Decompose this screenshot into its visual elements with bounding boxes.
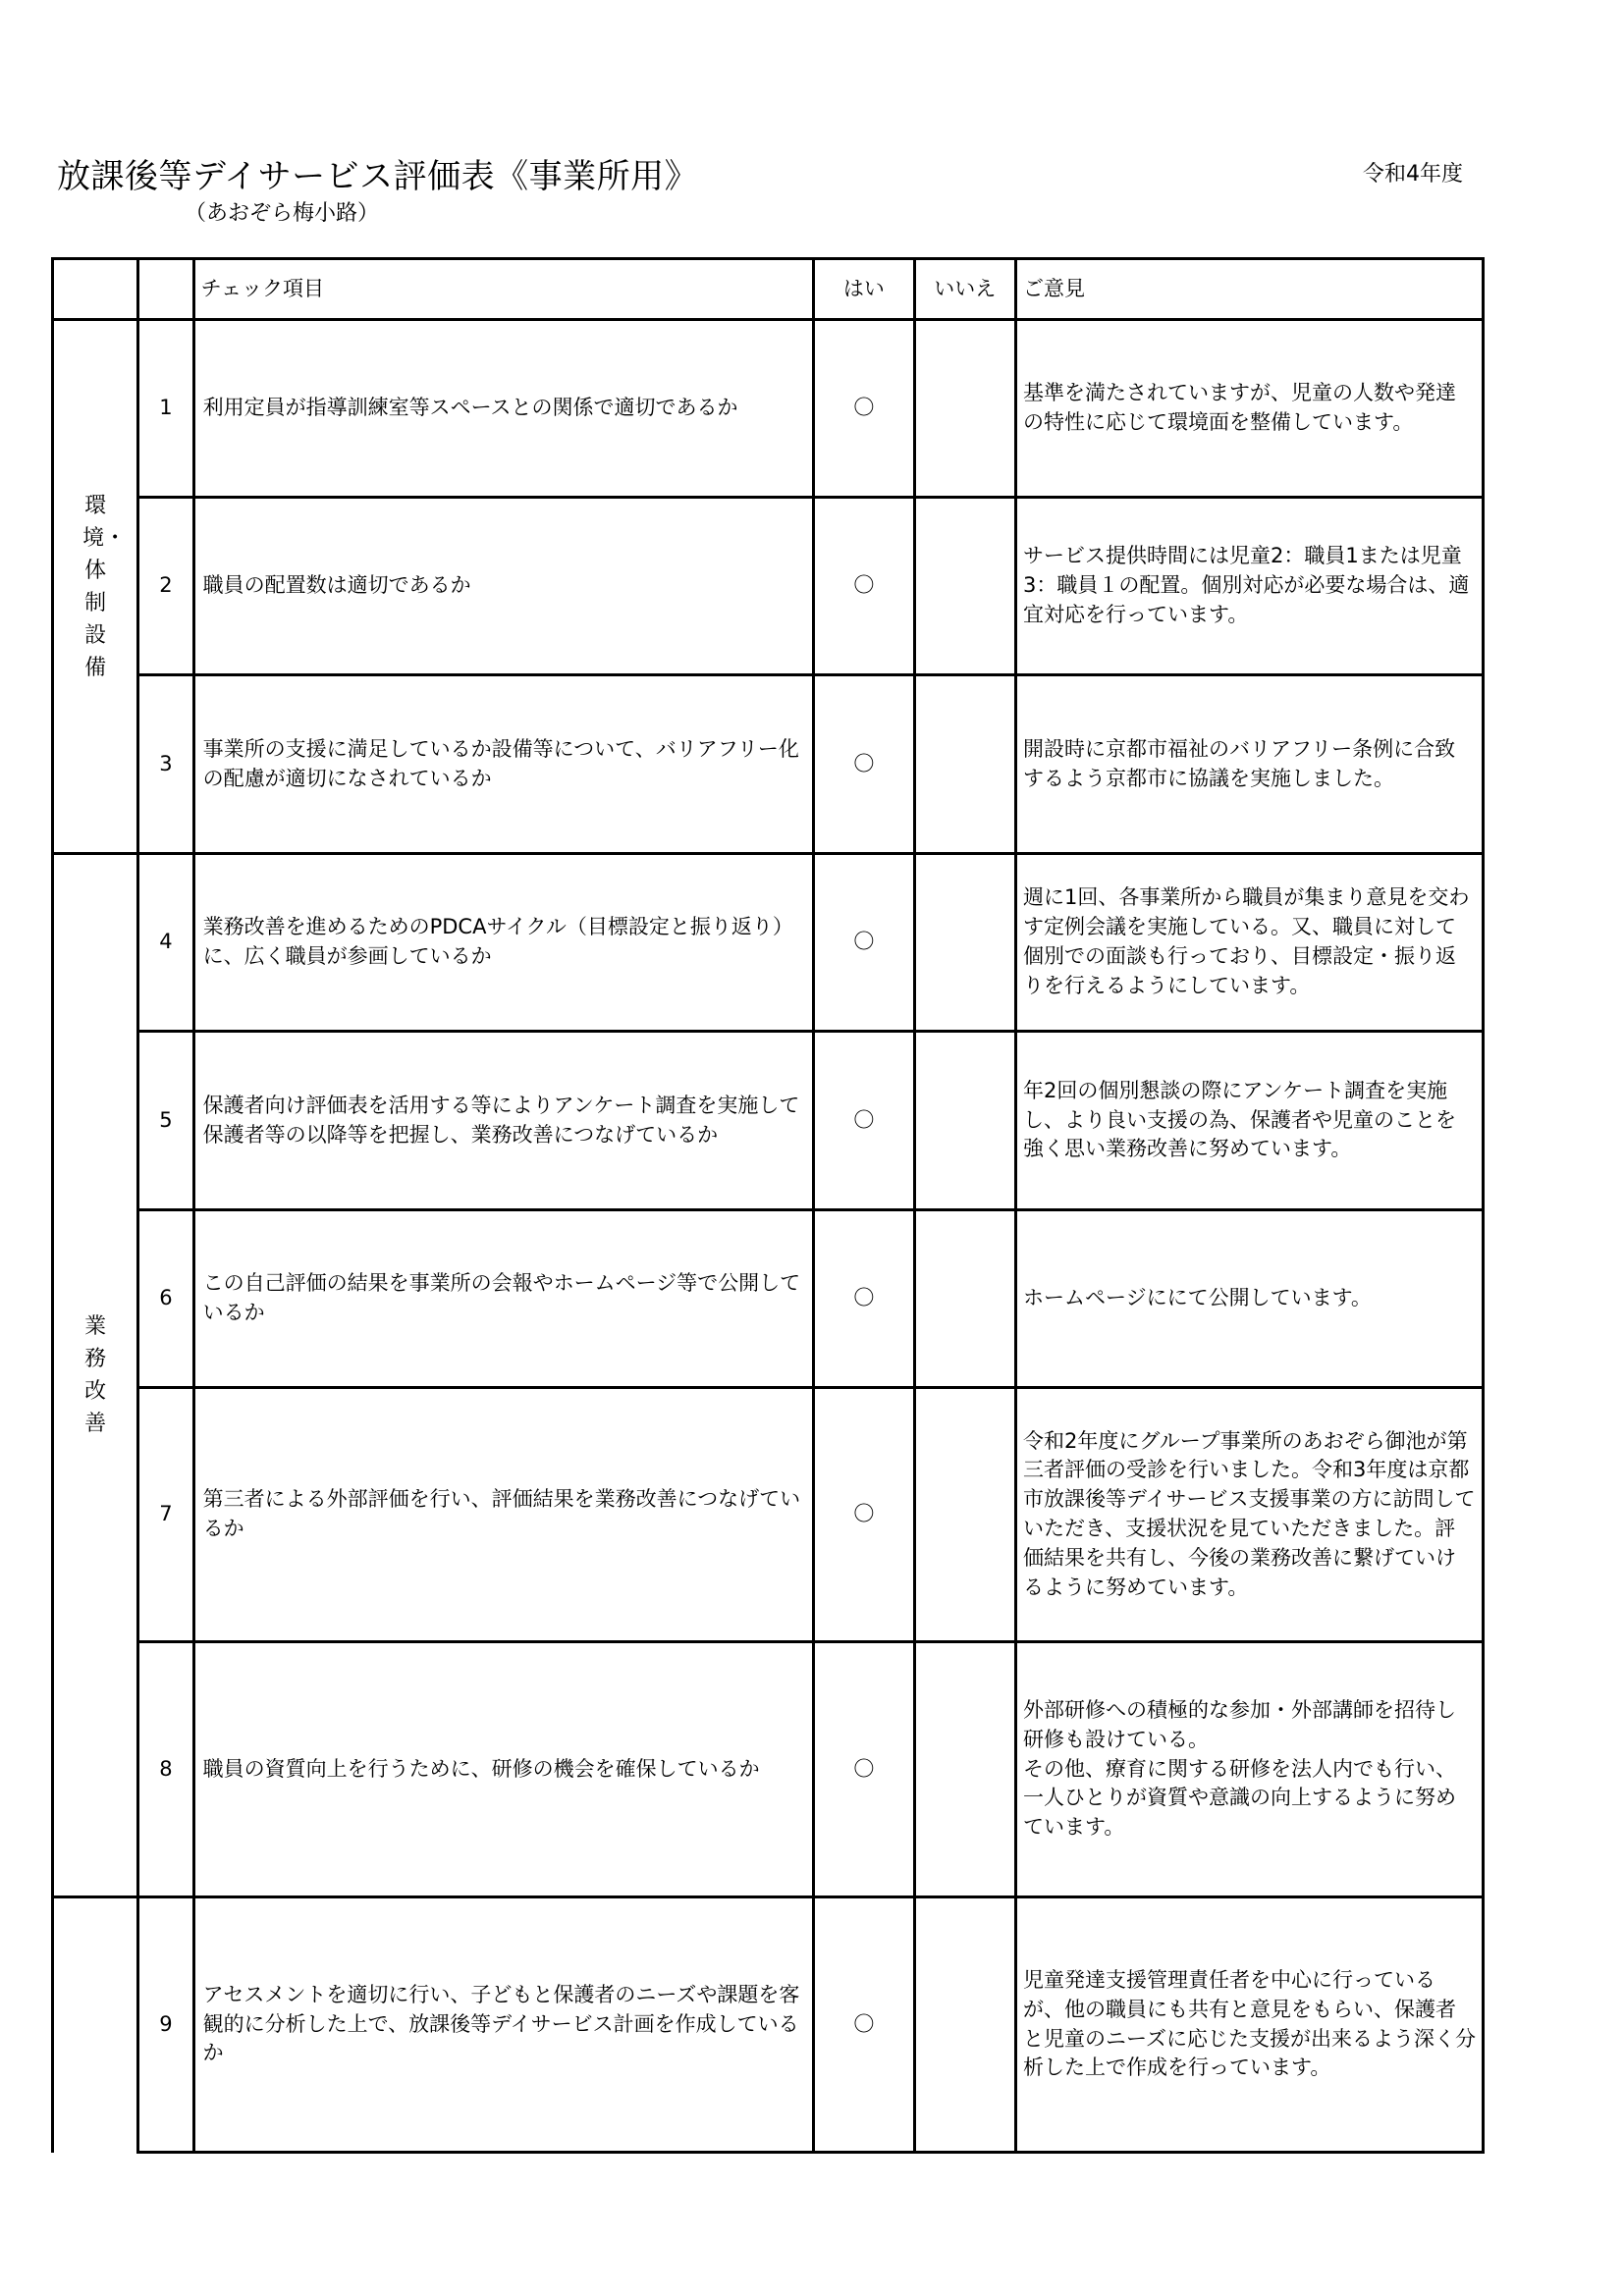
yes-mark: 〇 (814, 1032, 914, 1210)
row-number: 7 (138, 1388, 193, 1642)
opinion-text: 基準を満たされていますが、児童の人数や発達の特性に応じて環境面を整備しています。 (1016, 320, 1484, 498)
opinion-text: 令和2年度にグループ事業所のあおぞら御池が第三者評価の受診を行いました。令和3年度は京都市放課後等デイサービス支援事業の方に訪問していただき、支援状況を見ていただきました。評価結果を共有し、今後の業務改善に繋げていけるように努めています。 (1016, 1388, 1484, 1642)
header-no: いいえ (914, 259, 1015, 320)
category-continued (53, 1897, 138, 2153)
category-label: 業務改善 (84, 1314, 107, 1436)
opinion-text: ホームページににて公開しています。 (1016, 1210, 1484, 1388)
yes-mark: 〇 (814, 1897, 914, 2153)
table-row (53, 1642, 1484, 1897)
yes-mark: 〇 (814, 675, 914, 854)
yes-mark: 〇 (814, 498, 914, 675)
category-environment (53, 320, 138, 854)
yes-mark: 〇 (814, 1388, 914, 1642)
header-yes: はい (814, 259, 914, 320)
row-number: 2 (138, 498, 193, 675)
no-mark (914, 1032, 1015, 1210)
check-item: 保護者向け評価表を活用する等によりアンケート調査を実施して保護者等の以降等を把握し、業務改善につなげているか (193, 1032, 814, 1210)
no-mark (914, 1388, 1015, 1642)
page-title: 放課後等デイサービス評価表《事業所用》 (57, 157, 699, 196)
yes-mark: 〇 (814, 854, 914, 1032)
table-header-row (53, 259, 1484, 320)
evaluation-table (51, 257, 1485, 2154)
yes-mark: 〇 (814, 1210, 914, 1388)
check-item: 業務改善を進めるためのPDCAサイクル（目標設定と振り返り）に、広く職員が参画しているか (193, 854, 814, 1032)
table-row (53, 1388, 1484, 1642)
table-row (53, 1210, 1484, 1388)
no-mark (914, 1210, 1015, 1388)
yes-mark: 〇 (814, 320, 914, 498)
opinion-text: 児童発達支援管理責任者を中心に行っているが、他の職員にも共有と意見をもらい、保護者と児童のニーズに応じた支援が出来るよう深く分析した上で作成を行っています。 (1016, 1897, 1484, 2153)
no-mark (914, 854, 1015, 1032)
header-number-cell (138, 259, 193, 320)
check-item: 事業所の支援に満足しているか設備等について、バリアフリー化の配慮が適切になされているか (193, 675, 814, 854)
row-number: 4 (138, 854, 193, 1032)
category-label: 環境・体制設備 (82, 493, 127, 680)
opinion-text: 年2回の個別懇談の際にアンケート調査を実施し、より良い支援の為、保護者や児童のことを強く思い業務改善に努めています。 (1016, 1032, 1484, 1210)
opinion-text: 外部研修への積極的な参加・外部講師を招待し研修も設けている。 その他、療育に関する研修を法人内でも行い、一人ひとりが資質や意識の向上するように努めています。 (1016, 1642, 1484, 1897)
check-item: アセスメントを適切に行い、子どもと保護者のニーズや課題を客観的に分析した上で、放課後等デイサービス計画を作成しているか (193, 1897, 814, 2153)
no-mark (914, 498, 1015, 675)
header-check-item: チェック項目 (193, 259, 814, 320)
row-number: 8 (138, 1642, 193, 1897)
fiscal-year: 令和4年度 (1363, 162, 1463, 187)
opinion-text: 開設時に京都市福祉のバリアフリー条例に合致するよう京都市に協議を実施しました。 (1016, 675, 1484, 854)
table-row (53, 320, 1484, 498)
no-mark (914, 675, 1015, 854)
row-number: 3 (138, 675, 193, 854)
row-number: 9 (138, 1897, 193, 2153)
row-number: 6 (138, 1210, 193, 1388)
opinion-text: サービス提供時間には児童2：職員1または児童3：職員１の配置。個別対応が必要な場合は、適宜対応を行っています。 (1016, 498, 1484, 675)
no-mark (914, 320, 1015, 498)
table-row (53, 854, 1484, 1032)
no-mark (914, 1642, 1015, 1897)
facility-name: （あおぞら梅小路） (185, 201, 380, 226)
row-number: 5 (138, 1032, 193, 1210)
header-opinion: ご意見 (1016, 259, 1484, 320)
no-mark (914, 1897, 1015, 2153)
row-number: 1 (138, 320, 193, 498)
opinion-text: 週に1回、各事業所から職員が集まり意見を交わす定例会議を実施している。又、職員に対して個別での面談も行っており、目標設定・振り返りを行えるようにしています。 (1016, 854, 1484, 1032)
table-row (53, 1032, 1484, 1210)
table-row (53, 1897, 1484, 2153)
check-item: 職員の配置数は適切であるか (193, 498, 814, 675)
header-category-cell (53, 259, 138, 320)
check-item: この自己評価の結果を事業所の会報やホームページ等で公開しているか (193, 1210, 814, 1388)
table-row (53, 675, 1484, 854)
check-item: 利用定員が指導訓練室等スペースとの関係で適切であるか (193, 320, 814, 498)
table-row (53, 498, 1484, 675)
yes-mark: 〇 (814, 1642, 914, 1897)
category-business-improvement (53, 854, 138, 1897)
check-item: 第三者による外部評価を行い、評価結果を業務改善につなげているか (193, 1388, 814, 1642)
check-item: 職員の資質向上を行うために、研修の機会を確保しているか (193, 1642, 814, 1897)
